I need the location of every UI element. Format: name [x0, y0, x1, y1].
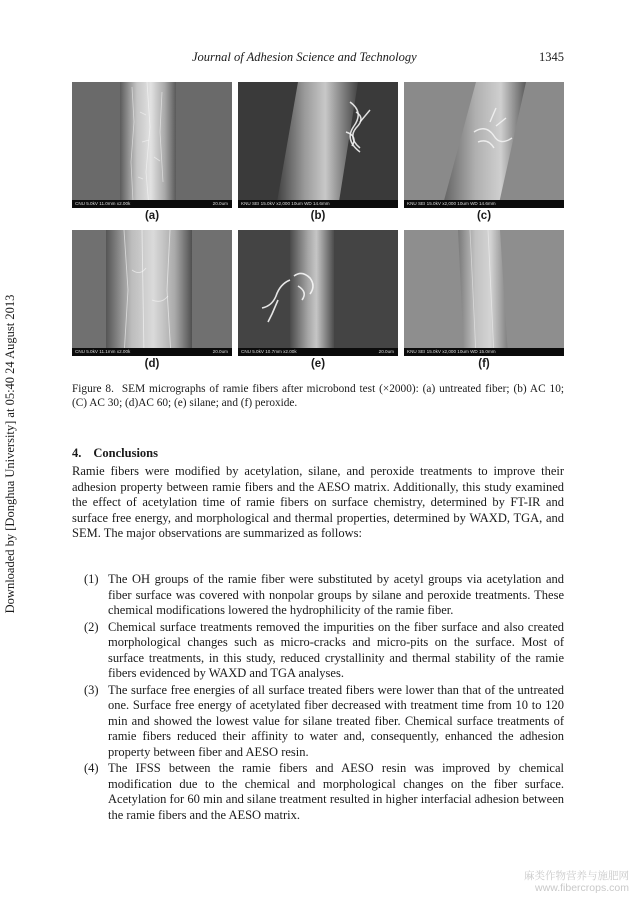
list-item-text: The IFSS between the ramie fibers and AESO resin was improved by chemical modification due to the chemical and morphological changes on the fiber surface. Acetylation for 60 min and silane treatment resulted in higher interfacial adhesion between the ramie fibers and the AESO matrix. — [108, 761, 564, 822]
list-item — [72, 761, 564, 823]
caption-label: Figure 8. — [72, 383, 114, 395]
sem-databar: CNU 5.0kV 10.7mm x2.00k 20.0um — [238, 348, 398, 356]
journal-title: Journal of Adhesion Science and Technology — [192, 50, 417, 64]
panel-label-f: (f) — [478, 358, 490, 370]
page-number: 1345 — [539, 50, 564, 64]
conclusions-list — [72, 572, 564, 824]
panel-label-b: (b) — [310, 210, 326, 222]
figure-caption — [72, 382, 564, 410]
list-item-number: (4) — [84, 761, 99, 775]
figure-8 — [72, 82, 564, 376]
micrograph-panel-c — [404, 82, 564, 228]
sem-image-c — [404, 82, 564, 208]
sem-databar: KNU SEI 15.0kV x2,000 10um WD 15.0mm — [404, 348, 564, 356]
list-item-text: Chemical surface treatments removed the impurities on the fiber surface and also created morphological changes such as micro-cracks and micro-pits on the surface. Most of surface treatments, in this study, reduced crystallinity and thermal stability of the ramie fibers evidenced by WAXD and TGA analyses. — [108, 619, 564, 680]
list-item — [72, 620, 564, 682]
sem-image-b — [238, 82, 398, 208]
panel-label-c: (c) — [476, 210, 492, 222]
section-heading — [72, 446, 158, 461]
panel-label-d: (d) — [144, 358, 160, 370]
watermark — [524, 870, 629, 894]
list-item-text: The OH groups of the ramie fiber were substituted by acetyl groups via acetylation and fiber surface was covered with nonpolar groups by silane and peroxide treatments. These chemical modifications lowered the hydrophilicity of the ramie fiber. — [108, 572, 564, 617]
running-head — [72, 50, 564, 68]
panel-label-e: (e) — [310, 358, 326, 370]
watermark-line-1: 麻类作物营养与施肥网 — [524, 870, 629, 882]
micrograph-panel-a — [72, 82, 232, 228]
watermark-line-2: www.fibercrops.com — [535, 882, 629, 894]
list-item — [72, 683, 564, 761]
micrograph-panel-b — [238, 82, 398, 228]
sem-databar: CNU 5.0kV 11.0mm x2.00k 20.0um — [72, 200, 232, 208]
list-item-number: (1) — [84, 572, 99, 586]
section-title: Conclusions — [93, 446, 158, 460]
sem-image-d — [72, 230, 232, 356]
section-number: 4. — [72, 446, 82, 460]
download-notice: Downloaded by [Donghua University] at 05:40 24 August 2013 — [3, 294, 17, 614]
list-item — [72, 572, 564, 619]
conclusions-intro: Ramie fibers were modified by acetylation, silane, and peroxide treatments to improve their adhesion property between ramie fibers and the AESO matrix. Additionally, this study examined the effect of acetylation time of ramie fibers on surface chemistry, determined by FT-IR and surface free energy, and morphological and thermal properties, determined by WAXD, TGA, and SEM. The major observations are summarized as follows: — [72, 464, 564, 540]
micrograph-panel-d — [72, 230, 232, 376]
micrograph-panel-f — [404, 230, 564, 376]
sem-image-a — [72, 82, 232, 208]
sem-databar: KNU SEI 15.0kV x2,000 10um WD 14.6mm — [404, 200, 564, 208]
list-item-text: The surface free energies of all surface treated fibers were lower than that of the untreated one. Surface free energy of acetylated fiber decreased with treatment time from 10 to 120 min and showed the lowest value for silane treated fiber. Chemical surface treatments of ramie fibers reduced their affinity to water and, consequently, enhanced the adhesion property between fiber and AESO resin. — [108, 682, 564, 759]
sem-databar: CNU 5.0kV 11.1mm x2.00k 20.0um — [72, 348, 232, 356]
sem-image-e — [238, 230, 398, 356]
list-item-number: (3) — [84, 682, 99, 697]
micrograph-panel-e — [238, 230, 398, 376]
sem-databar: KNU SEI 15.0kV x2,000 10um WD 14.6mm — [238, 200, 398, 208]
caption-text: SEM micrographs of ramie fibers after microbond test (×2000): (a) untreated fiber; (b) AC 10; (C) AC 30; (d)AC 60; (e) silane; and (f) peroxide. — [72, 383, 564, 409]
panel-label-a: (a) — [144, 210, 160, 222]
sem-image-f — [404, 230, 564, 356]
list-item-number: (2) — [84, 619, 99, 634]
